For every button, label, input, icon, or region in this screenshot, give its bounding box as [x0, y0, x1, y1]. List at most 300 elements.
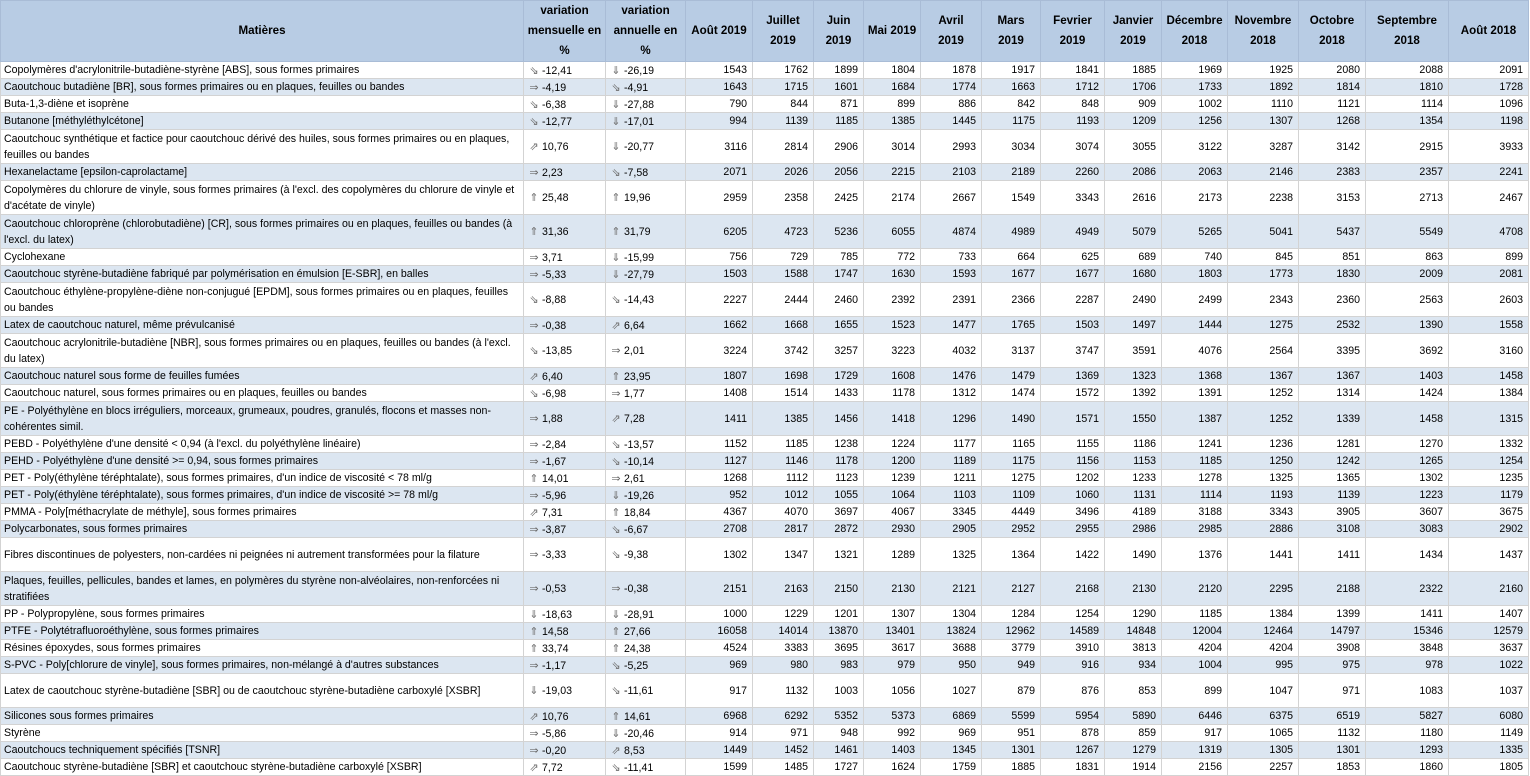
trend-up-arrow-icon: ⇑ [529, 642, 539, 655]
price-cell: 1123 [814, 470, 864, 487]
monthly-variation-value: -6,38 [542, 98, 567, 111]
price-cell: 2151 [686, 572, 753, 606]
price-cell: 2814 [753, 130, 814, 164]
header-month: Août 2019 [686, 1, 753, 62]
price-cell: 1458 [1449, 368, 1529, 385]
price-cell: 790 [686, 96, 753, 113]
price-cell: 934 [1105, 657, 1162, 674]
annual-variation-value: -0,38 [624, 583, 649, 595]
price-cell: 1497 [1105, 317, 1162, 334]
price-cell: 1892 [1228, 79, 1299, 96]
annual-variation-cell [606, 402, 686, 436]
price-cell: 2241 [1449, 164, 1529, 181]
price-cell: 1339 [1299, 402, 1366, 436]
annual-variation-cell [606, 317, 686, 334]
annual-variation-cell [606, 623, 686, 640]
price-cell: 2150 [814, 572, 864, 606]
annual-variation-cell [606, 215, 686, 249]
price-cell: 1112 [753, 470, 814, 487]
price-cell: 2360 [1299, 283, 1366, 317]
price-cell: 1332 [1449, 436, 1529, 453]
annual-variation-cell [606, 79, 686, 96]
price-cell: 1096 [1449, 96, 1529, 113]
table-row [1, 283, 1529, 317]
price-cell: 2467 [1449, 181, 1529, 215]
annual-variation-value: -15,99 [624, 251, 655, 264]
price-cell: 1434 [1366, 538, 1449, 572]
annual-variation-value: -10,14 [624, 455, 655, 468]
price-cell: 1601 [814, 79, 864, 96]
table-row [1, 266, 1529, 283]
price-cell: 1608 [864, 368, 921, 385]
price-cell: 2080 [1299, 62, 1366, 79]
price-cell: 4032 [921, 334, 982, 368]
trend-down-arrow-icon: ⇓ [611, 115, 621, 128]
annual-variation-cell [606, 130, 686, 164]
monthly-variation-value: 14,58 [542, 625, 569, 638]
price-cell: 1411 [686, 402, 753, 436]
price-cell: 2906 [814, 130, 864, 164]
monthly-variation-cell [524, 96, 606, 113]
price-cell: 1407 [1449, 606, 1529, 623]
monthly-variation-cell [524, 164, 606, 181]
price-cell: 1193 [1041, 113, 1105, 130]
price-cell: 772 [864, 249, 921, 266]
trend-down-arrow-icon: ⇓ [611, 608, 621, 621]
price-cell: 1252 [1228, 402, 1299, 436]
price-cell: 909 [1105, 96, 1162, 113]
price-cell: 1224 [864, 436, 921, 453]
trend-up-arrow-icon: ⇑ [611, 192, 621, 204]
table-row [1, 79, 1529, 96]
price-cell: 2081 [1449, 266, 1529, 283]
monthly-variation-cell [524, 181, 606, 215]
price-cell: 1593 [921, 266, 982, 283]
price-cell: 1139 [753, 113, 814, 130]
price-cell: 729 [753, 249, 814, 266]
price-cell: 1304 [921, 606, 982, 623]
trend-down-arrow-icon: ⇓ [611, 268, 621, 281]
header-month: Septembre 2018 [1366, 1, 1449, 62]
annual-variation-value: -6,67 [624, 523, 649, 536]
price-cell: 1302 [686, 538, 753, 572]
table-body [1, 62, 1529, 776]
price-cell: 1003 [814, 674, 864, 708]
trend-up-right-arrow-icon: ⇗ [529, 710, 539, 723]
annual-variation-value: -19,26 [624, 489, 655, 502]
trend-up-right-arrow-icon: ⇗ [529, 141, 539, 153]
trend-right-arrow-icon: ⇒ [529, 455, 539, 468]
monthly-variation-cell [524, 725, 606, 742]
price-cell: 1387 [1162, 402, 1228, 436]
table-row [1, 657, 1529, 674]
price-cell: 1684 [864, 79, 921, 96]
price-cell: 1178 [814, 453, 864, 470]
table-row [1, 674, 1529, 708]
price-cell: 2616 [1105, 181, 1162, 215]
monthly-variation-value: -6,98 [542, 387, 567, 400]
trend-right-arrow-icon: ⇒ [529, 583, 539, 595]
price-cell: 1543 [686, 62, 753, 79]
trend-up-arrow-icon: ⇑ [611, 625, 621, 638]
price-cell: 4449 [982, 504, 1041, 521]
annual-variation-cell [606, 266, 686, 283]
monthly-variation-cell [524, 708, 606, 725]
price-cell: 3779 [982, 640, 1041, 657]
price-cell: 3905 [1299, 504, 1366, 521]
trend-down-right-arrow-icon: ⇘ [529, 294, 539, 306]
trend-down-right-arrow-icon: ⇘ [611, 659, 621, 672]
annual-variation-cell [606, 487, 686, 504]
price-cell: 1275 [1228, 317, 1299, 334]
table-row [1, 725, 1529, 742]
price-cell: 2564 [1228, 334, 1299, 368]
price-cell: 1354 [1366, 113, 1449, 130]
price-cell: 3343 [1228, 504, 1299, 521]
trend-down-arrow-icon: ⇓ [611, 141, 621, 153]
price-cell: 1281 [1299, 436, 1366, 453]
price-cell: 4189 [1105, 504, 1162, 521]
header-variation-annuelle: variation annuelle en % [606, 1, 686, 62]
trend-up-right-arrow-icon: ⇗ [611, 319, 621, 332]
price-cell: 6446 [1162, 708, 1228, 725]
price-cell: 1805 [1449, 759, 1529, 776]
monthly-variation-value: 31,36 [542, 226, 569, 238]
price-cell: 1165 [982, 436, 1041, 453]
table-row [1, 402, 1529, 436]
monthly-variation-cell [524, 266, 606, 283]
trend-up-arrow-icon: ⇑ [611, 642, 621, 655]
price-cell: 1424 [1366, 385, 1449, 402]
price-cell: 1278 [1162, 470, 1228, 487]
monthly-variation-value: 14,01 [542, 472, 569, 485]
price-cell: 3695 [814, 640, 864, 657]
price-cell: 1831 [1041, 759, 1105, 776]
price-cell: 3395 [1299, 334, 1366, 368]
price-cell: 1364 [982, 538, 1041, 572]
price-cell: 1571 [1041, 402, 1105, 436]
price-cell: 2215 [864, 164, 921, 181]
price-cell: 1747 [814, 266, 864, 283]
price-cell: 1523 [864, 317, 921, 334]
annual-variation-cell [606, 96, 686, 113]
header-month: Mai 2019 [864, 1, 921, 62]
price-cell: 1185 [1162, 606, 1228, 623]
price-cell: 1186 [1105, 436, 1162, 453]
monthly-variation-value: -5,86 [542, 727, 567, 740]
price-cell: 2056 [814, 164, 864, 181]
table-row [1, 62, 1529, 79]
price-cell: 1229 [753, 606, 814, 623]
price-cell: 2358 [753, 181, 814, 215]
price-cell: 16058 [686, 623, 753, 640]
price-cell: 1265 [1366, 453, 1449, 470]
price-cell: 3742 [753, 334, 814, 368]
price-cell: 2227 [686, 283, 753, 317]
price-cell: 1477 [921, 317, 982, 334]
price-cell: 1319 [1162, 742, 1228, 759]
price-cell: 1345 [921, 742, 982, 759]
price-cell: 4524 [686, 640, 753, 657]
material-name: Caoutchouc naturel, sous formes primaires ou en plaques, feuilles ou bandes [1, 385, 524, 402]
trend-right-arrow-icon: ⇒ [529, 744, 539, 757]
header-month: Juin 2019 [814, 1, 864, 62]
annual-variation-value: 27,66 [624, 625, 651, 638]
price-cell: 899 [1449, 249, 1529, 266]
price-cell: 2257 [1228, 759, 1299, 776]
material-name: Latex de caoutchouc naturel, même prévulcanisé [1, 317, 524, 334]
trend-up-arrow-icon: ⇑ [611, 710, 621, 723]
price-cell: 1270 [1366, 436, 1449, 453]
monthly-variation-cell [524, 385, 606, 402]
price-cell: 6055 [864, 215, 921, 249]
monthly-variation-value: -4,19 [542, 81, 567, 94]
price-cell: 4367 [686, 504, 753, 521]
annual-variation-cell [606, 759, 686, 776]
monthly-variation-cell [524, 249, 606, 266]
price-cell: 899 [1162, 674, 1228, 708]
price-cell: 2603 [1449, 283, 1529, 317]
price-cell: 1728 [1449, 79, 1529, 96]
price-cell: 1860 [1366, 759, 1449, 776]
trend-down-arrow-icon: ⇓ [529, 608, 539, 621]
price-cell: 3383 [753, 640, 814, 657]
price-cell: 2121 [921, 572, 982, 606]
annual-variation-value: -14,43 [624, 294, 655, 306]
annual-variation-value: 6,64 [624, 319, 645, 332]
price-cell: 1514 [753, 385, 814, 402]
price-cell: 1235 [1449, 470, 1529, 487]
price-cell: 1121 [1299, 96, 1366, 113]
monthly-variation-value: -0,38 [542, 319, 567, 332]
price-cell: 2563 [1366, 283, 1449, 317]
trend-right-arrow-icon: ⇒ [529, 549, 539, 561]
price-cell: 3014 [864, 130, 921, 164]
price-cell: 917 [686, 674, 753, 708]
price-cell: 1047 [1228, 674, 1299, 708]
price-cell: 1233 [1105, 470, 1162, 487]
monthly-variation-cell [524, 453, 606, 470]
price-cell: 4949 [1041, 215, 1105, 249]
price-cell: 1807 [686, 368, 753, 385]
material-name: Butanone [méthyléthylcétone] [1, 113, 524, 130]
price-cell: 1109 [982, 487, 1041, 504]
price-cell: 3224 [686, 334, 753, 368]
price-cell: 1241 [1162, 436, 1228, 453]
price-cell: 1925 [1228, 62, 1299, 79]
annual-variation-value: 1,77 [624, 387, 645, 400]
material-name: Caoutchoucs techniquement spécifiés [TSNR] [1, 742, 524, 759]
price-cell: 1012 [753, 487, 814, 504]
trend-down-arrow-icon: ⇓ [611, 727, 621, 740]
price-cell: 1885 [982, 759, 1041, 776]
monthly-variation-cell [524, 623, 606, 640]
annual-variation-cell [606, 504, 686, 521]
annual-variation-cell [606, 385, 686, 402]
price-cell: 1056 [864, 674, 921, 708]
price-cell: 1293 [1366, 742, 1449, 759]
monthly-variation-value: -3,33 [542, 549, 567, 561]
price-cell: 3257 [814, 334, 864, 368]
price-cell: 1367 [1228, 368, 1299, 385]
price-cell: 1830 [1299, 266, 1366, 283]
table-row [1, 317, 1529, 334]
price-cell: 1391 [1162, 385, 1228, 402]
price-cell: 3223 [864, 334, 921, 368]
price-cell: 1917 [982, 62, 1041, 79]
price-cell: 6375 [1228, 708, 1299, 725]
price-cell: 3591 [1105, 334, 1162, 368]
price-cell: 1060 [1041, 487, 1105, 504]
price-cell: 689 [1105, 249, 1162, 266]
price-cell: 1418 [864, 402, 921, 436]
price-cell: 1223 [1366, 487, 1449, 504]
price-cell: 15346 [1366, 623, 1449, 640]
price-cell: 2086 [1105, 164, 1162, 181]
price-cell: 756 [686, 249, 753, 266]
price-cell: 6869 [921, 708, 982, 725]
trend-up-right-arrow-icon: ⇗ [611, 413, 621, 425]
monthly-variation-value: -18,63 [542, 608, 573, 621]
trend-down-right-arrow-icon: ⇘ [611, 685, 621, 697]
price-cell: 1914 [1105, 759, 1162, 776]
header-variation-mensuelle: variation mensuelle en % [524, 1, 606, 62]
price-cell: 2532 [1299, 317, 1366, 334]
price-cell: 1037 [1449, 674, 1529, 708]
price-cell: 1325 [921, 538, 982, 572]
price-cell: 1773 [1228, 266, 1299, 283]
price-cell: 1458 [1366, 402, 1449, 436]
price-cell: 12579 [1449, 623, 1529, 640]
price-cell: 979 [864, 657, 921, 674]
trend-down-right-arrow-icon: ⇘ [611, 81, 621, 94]
price-cell: 2708 [686, 521, 753, 538]
monthly-variation-cell [524, 674, 606, 708]
annual-variation-cell [606, 181, 686, 215]
table-row [1, 538, 1529, 572]
price-cell: 1558 [1449, 317, 1529, 334]
price-cell: 2174 [864, 181, 921, 215]
price-cell: 1449 [686, 742, 753, 759]
price-cell: 4708 [1449, 215, 1529, 249]
table-row [1, 521, 1529, 538]
annual-variation-cell [606, 62, 686, 79]
price-cell: 1655 [814, 317, 864, 334]
price-cell: 3747 [1041, 334, 1105, 368]
trend-down-right-arrow-icon: ⇘ [529, 98, 539, 111]
price-cell: 863 [1366, 249, 1449, 266]
price-cell: 1268 [1299, 113, 1366, 130]
price-cell: 2425 [814, 181, 864, 215]
trend-down-right-arrow-icon: ⇘ [611, 438, 621, 451]
price-cell: 2357 [1366, 164, 1449, 181]
price-cell: 1254 [1041, 606, 1105, 623]
price-cell: 1422 [1041, 538, 1105, 572]
table-row [1, 334, 1529, 368]
price-cell: 2667 [921, 181, 982, 215]
price-cell: 3142 [1299, 130, 1366, 164]
price-cell: 1733 [1162, 79, 1228, 96]
monthly-variation-cell [524, 62, 606, 79]
material-name: PEBD - Polyéthylène d'une densité < 0,94 (à l'excl. du polyéthylène linéaire) [1, 436, 524, 453]
price-cell: 3813 [1105, 640, 1162, 657]
price-cell: 5890 [1105, 708, 1162, 725]
price-cell: 2499 [1162, 283, 1228, 317]
price-cell: 1452 [753, 742, 814, 759]
price-cell: 1677 [982, 266, 1041, 283]
price-cell: 1503 [686, 266, 753, 283]
trend-up-arrow-icon: ⇑ [611, 370, 621, 383]
annual-variation-value: -4,91 [624, 81, 649, 94]
price-cell: 2955 [1041, 521, 1105, 538]
material-name: Caoutchouc styrène-butadiène fabriqué par polymérisation en émulsion [E-SBR], en balles [1, 266, 524, 283]
price-cell: 886 [921, 96, 982, 113]
annual-variation-cell [606, 742, 686, 759]
price-cell: 1969 [1162, 62, 1228, 79]
price-cell: 983 [814, 657, 864, 674]
material-name: PP - Polypropylène, sous formes primaires [1, 606, 524, 623]
annual-variation-cell [606, 572, 686, 606]
price-cell: 1146 [753, 453, 814, 470]
price-cell: 5827 [1366, 708, 1449, 725]
price-cell: 2392 [864, 283, 921, 317]
price-cell: 1662 [686, 317, 753, 334]
annual-variation-cell [606, 606, 686, 623]
price-cell: 1022 [1449, 657, 1529, 674]
monthly-variation-value: -5,96 [542, 489, 567, 502]
material-name: Hexanelactame [epsilon-caprolactame] [1, 164, 524, 181]
price-cell: 1643 [686, 79, 753, 96]
price-cell: 2952 [982, 521, 1041, 538]
table-row [1, 181, 1529, 215]
price-cell: 4723 [753, 215, 814, 249]
monthly-variation-cell [524, 521, 606, 538]
price-cell: 1727 [814, 759, 864, 776]
annual-variation-value: 2,01 [624, 345, 645, 357]
price-cell: 5236 [814, 215, 864, 249]
monthly-variation-value: -19,03 [542, 685, 573, 697]
monthly-variation-cell [524, 334, 606, 368]
price-cell: 1202 [1041, 470, 1105, 487]
monthly-variation-cell [524, 283, 606, 317]
price-cell: 1064 [864, 487, 921, 504]
price-cell: 1110 [1228, 96, 1299, 113]
material-name: PMMA - Poly[méthacrylate de méthyle], sous formes primaires [1, 504, 524, 521]
material-name: Résines époxydes, sous formes primaires [1, 640, 524, 657]
trend-down-arrow-icon: ⇓ [529, 685, 539, 697]
monthly-variation-cell [524, 215, 606, 249]
annual-variation-value: 7,28 [624, 413, 645, 425]
price-cell: 1004 [1162, 657, 1228, 674]
price-cell: 6519 [1299, 708, 1366, 725]
monthly-variation-value: -1,67 [542, 455, 567, 468]
price-cell: 740 [1162, 249, 1228, 266]
monthly-variation-value: 33,74 [542, 642, 569, 655]
monthly-variation-cell [524, 436, 606, 453]
price-cell: 14797 [1299, 623, 1366, 640]
price-cell: 2173 [1162, 181, 1228, 215]
price-cell: 1765 [982, 317, 1041, 334]
price-cell: 3617 [864, 640, 921, 657]
table-row [1, 249, 1529, 266]
annual-variation-value: -17,01 [624, 115, 655, 128]
material-name: PEHD - Polyéthylène d'une densité >= 0,94, sous formes primaires [1, 453, 524, 470]
price-cell: 4204 [1162, 640, 1228, 657]
price-cell: 3848 [1366, 640, 1449, 657]
price-cell: 3607 [1366, 504, 1449, 521]
monthly-variation-value: -13,85 [542, 345, 573, 357]
price-cell: 2156 [1162, 759, 1228, 776]
